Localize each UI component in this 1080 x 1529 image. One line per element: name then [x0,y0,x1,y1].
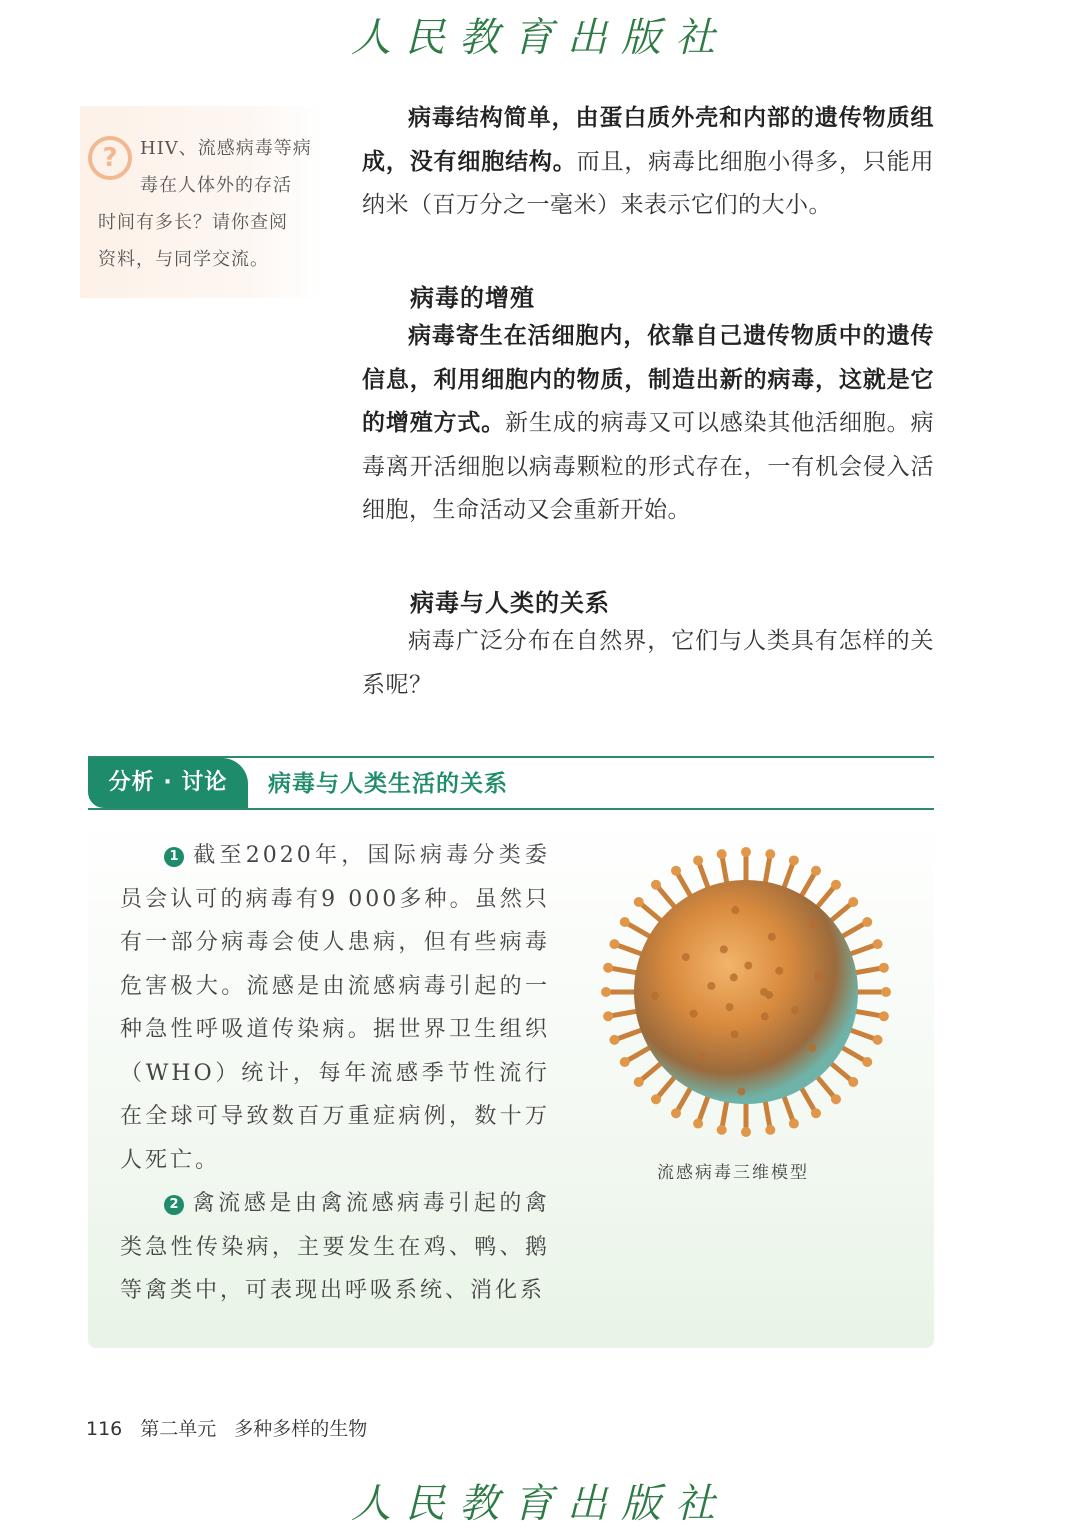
item1-text: 截至2020年，国际病毒分类委员会认可的病毒有9 000多种。虽然只有一部分病毒会使人患病，但有些病毒危害极大。流感是由流感病毒引起的一种急性呼吸道传染病。据世界卫生组织（WHO）统计，每年流感季节性流行在全球可导致数百万重症病例，数十万人死亡。 [120,843,550,1173]
discussion-title: 病毒与人类生活的关系 [268,771,508,797]
discussion-item-1 [120,834,550,1182]
page-number: 116 [86,1418,123,1440]
unit-label: 第二单元 [140,1418,217,1440]
sidenote-line-3: 时间有多长？请你查阅 [98,212,288,233]
paragraph-virus-structure [362,97,934,228]
para1-normal: 而且，病毒比细胞小得多，只能用纳米（百万分之一毫米）来表示它们的大小。 [362,148,935,218]
sidenote-line-4: 资料，与同学交流。 [98,249,269,270]
heading-relation: 病毒与人类的关系 [410,589,610,617]
question-sidenote [80,106,322,298]
page-footer [86,1414,367,1441]
influenza-virus-model-image [596,840,896,1140]
question-mark-icon: ? [88,136,132,180]
number-badge-icon: 1 [164,847,184,867]
para1-bold: 病毒结构简单，由蛋白质外壳和内部的遗传物质组成，没有细胞结构。 [362,105,934,175]
sidenote-line-1: HIV、流感病毒等病 [140,138,312,159]
para2-normal: 新生成的病毒又可以感染其他活细胞。病毒离开活细胞以病毒颗粒的形式存在，一有机会侵入活细胞，生命活动又会重新开始。 [362,410,935,523]
sidenote-line-2: 毒在人体外的存活 [140,175,292,196]
para3-text: 病毒广泛分布在自然界，它们与人类具有怎样的关系呢？ [362,628,934,698]
discussion-text [120,834,550,1313]
publisher-watermark-bottom: 人民教育出版社 [351,1481,729,1527]
heading-reproduction: 病毒的增殖 [410,284,535,312]
paragraph-relation [362,620,934,707]
discussion-tag: 分析 · 讨论 [88,758,248,808]
number-badge-icon: 2 [164,1195,184,1215]
item2-text: 禽流感是由禽流感病毒引起的禽类急性传染病，主要发生在鸡、鸭、鹅等禽类中，可表现出呼吸系统、消化系 [120,1191,550,1303]
para2-bold: 病毒寄生在活细胞内，依靠自己遗传物质中的遗传信息，利用细胞内的物质，制造出新的病毒，这就是它的增殖方式。 [362,323,934,436]
discussion-item-2 [120,1182,550,1313]
figure-caption: 流感病毒三维模型 [657,1163,809,1183]
unit-title: 多种多样的生物 [234,1418,368,1440]
paragraph-reproduction [362,315,934,533]
discussion-section-header [88,756,934,810]
publisher-watermark: 人民教育出版社 [351,15,729,61]
sidenote-text [98,130,312,278]
